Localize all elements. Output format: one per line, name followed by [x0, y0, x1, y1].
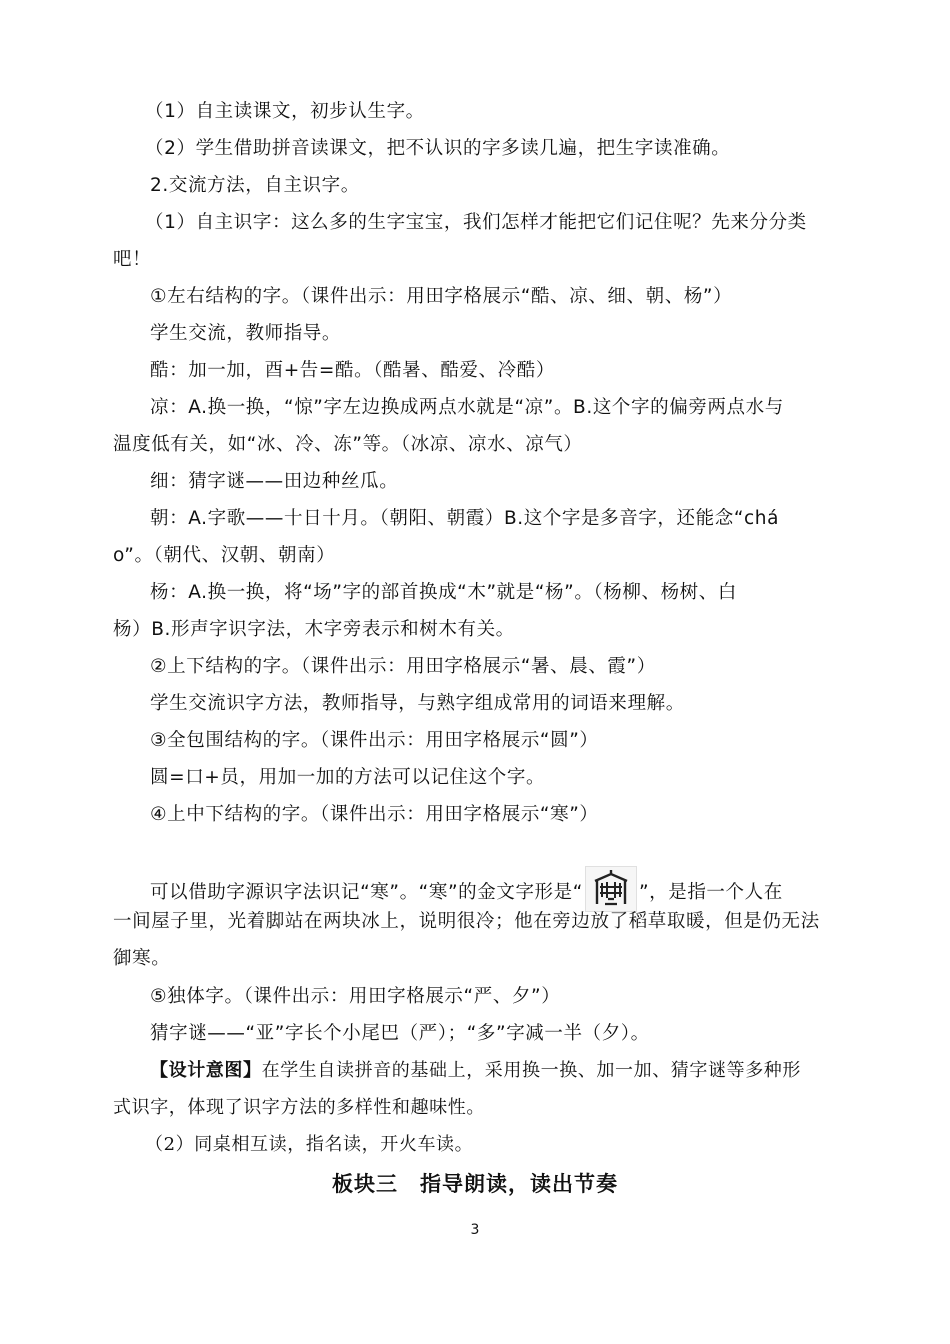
- text-line: ②上下结构的字。（课件出示：用田字格展示“暑、晨、霞”）: [150, 656, 656, 677]
- text-line: ⑤独体字。（课件出示：用田字格展示“严、夕”）: [150, 986, 561, 1007]
- text-line: 朝：A.字歌——十日十月。（朝阳、朝霞）B.这个字是多音字，还能念“chá: [150, 508, 780, 529]
- text-line: 御寒。: [113, 948, 171, 969]
- text-line: 学生交流识字方法，教师指导，与熟字组成常用的词语来理解。: [150, 693, 685, 714]
- design-intent-continued: 式识字，体现了识字方法的多样性和趣味性。: [113, 1097, 485, 1118]
- text-line: （1）自主识字：这么多的生字宝宝，我们怎样才能把它们记住呢？先来分分类: [145, 212, 807, 233]
- page-number: 3: [470, 1222, 480, 1238]
- jinwen-text-before: 可以借助字源识字法识记“寒”。“寒”的金文字形是“: [150, 882, 583, 903]
- text-line: 2.交流方法，自主识字。: [150, 175, 360, 196]
- text-line: 猜字谜——“亚”字长个小尾巴（严）；“多”字减一半（夕）。: [150, 1023, 650, 1044]
- text-line: 凉：A.换一换，“惊”字左边换成两点水就是“凉”。B.这个字的偏旁两点水与: [150, 397, 784, 418]
- text-line: 吧！: [113, 249, 152, 270]
- text-line: o”。（朝代、汉朝、朝南）: [113, 545, 336, 566]
- design-intent-text: 在学生自读拼音的基础上，采用换一换、加一加、猜字谜等多种形: [261, 1060, 802, 1081]
- text-line: （2）同桌相互读，指名读，开火车读。: [145, 1134, 474, 1155]
- design-intent: [150, 1058, 801, 1084]
- jinwen-text-after: ”，是指一个人在: [638, 882, 783, 903]
- text-line: ①左右结构的字。（课件出示：用田字格展示“酷、凉、细、朝、杨”）: [150, 286, 733, 307]
- text-line: 细：猜字谜——田边种丝瓜。: [150, 471, 399, 492]
- jinwen-han-glyph-icon: [585, 866, 637, 912]
- text-line: 一间屋子里，光着脚站在两块冰上，说明很冷；他在旁边放了稻草取暖，但是仍无法: [113, 911, 820, 932]
- text-line: 酷：加一加，酉+告=酷。（酷暑、酷爱、冷酷）: [150, 360, 555, 381]
- text-line: ③全包围结构的字。（课件出示：用田字格展示“圆”）: [150, 730, 599, 751]
- section-number: 板块三: [332, 1172, 398, 1196]
- jinwen-line: [150, 866, 783, 912]
- text-line: 温度低有关，如“冰、冷、冻”等。（冰凉、凉水、凉气）: [113, 434, 583, 455]
- text-line: 杨）B.形声字识字法，木字旁表示和树木有关。: [113, 619, 515, 640]
- section-title: 指导朗读，读出节奏: [420, 1172, 618, 1196]
- design-intent-label: 【设计意图】: [150, 1060, 262, 1081]
- section-heading: [0, 1170, 950, 1198]
- text-line: （1）自主读课文，初步认生字。: [145, 101, 425, 122]
- text-line: ④上中下结构的字。（课件出示：用田字格展示“寒”）: [150, 804, 599, 825]
- text-line: 学生交流，教师指导。: [150, 323, 342, 344]
- text-line: （2）学生借助拼音读课文，把不认识的字多读几遍，把生字读准确。: [145, 138, 731, 159]
- text-line: 杨：A.换一换，将“场”字的部首换成“木”就是“杨”。（杨柳、杨树、白: [150, 582, 737, 603]
- text-line: 圆=口+员，用加一加的方法可以记住这个字。: [150, 767, 546, 788]
